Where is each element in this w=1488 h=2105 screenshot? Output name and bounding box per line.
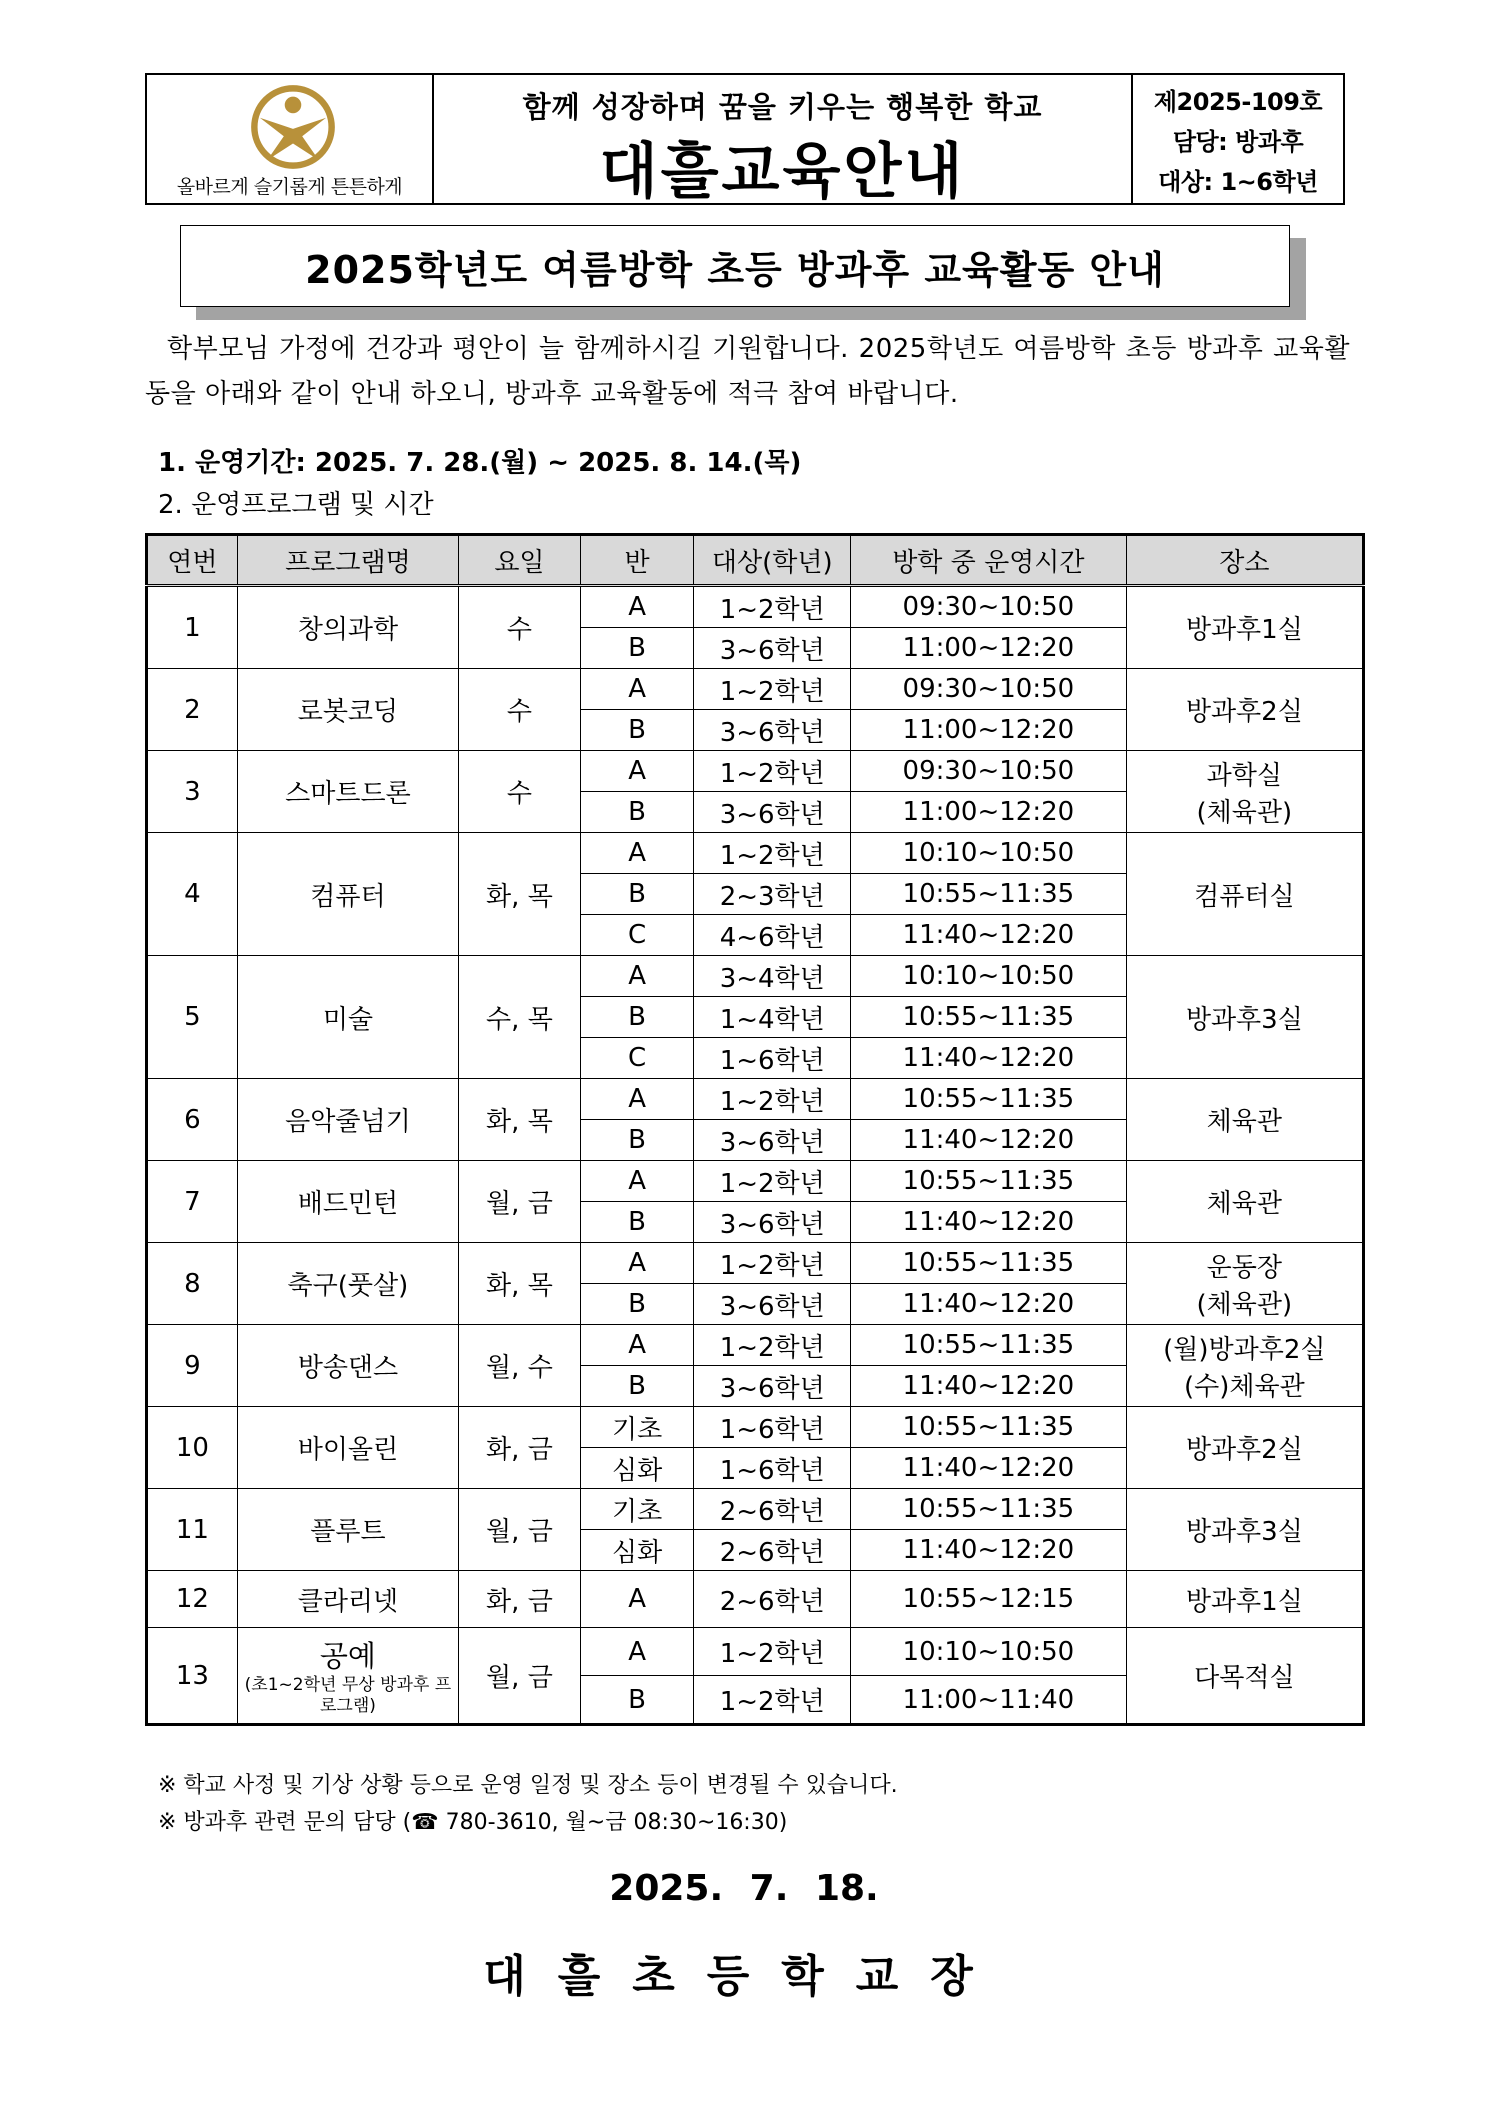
in-charge: 담당: 방과후	[1172, 127, 1304, 156]
grade-cell: 2~6학년	[694, 1571, 851, 1628]
program-days-cell: 월, 금	[459, 1628, 581, 1725]
program-number-cell: 10	[147, 1407, 238, 1489]
table-row	[147, 956, 1364, 997]
time-cell: 10:55~11:35	[851, 874, 1127, 915]
place-cell	[1126, 833, 1363, 956]
grade-cell: 3~6학년	[694, 710, 851, 751]
place-text-2: (체육관)	[1196, 1289, 1293, 1320]
grade-cell: 3~4학년	[694, 956, 851, 997]
class-cell: A	[580, 1161, 694, 1202]
grade-cell: 3~6학년	[694, 1284, 851, 1325]
program-number-cell: 3	[147, 751, 238, 833]
school-slogan: 함께 성장하며 꿈을 키우는 행복한 학교	[522, 90, 1043, 124]
issue-number: 제2025-109호	[1153, 87, 1323, 116]
class-cell: B	[580, 1676, 694, 1725]
target-grades: 대상: 1~6학년	[1158, 167, 1318, 196]
program-name-cell: 플루트	[237, 1489, 458, 1571]
header-cell: 방학 중 운영시간	[851, 535, 1127, 586]
program-name-cell: 스마트드론	[237, 751, 458, 833]
grade-cell: 1~6학년	[694, 1407, 851, 1448]
grade-cell: 3~6학년	[694, 628, 851, 669]
class-cell: C	[580, 915, 694, 956]
time-cell: 10:55~11:35	[851, 1079, 1127, 1120]
program-number-cell: 5	[147, 956, 238, 1079]
intro-text: 학부모님 가정에 건강과 평안이 늘 함께하시길 기원합니다. 2025학년도 여름방학 초등 방과후 교육활동을 아래와 같이 안내 하오니, 방과후 교육활동에 적극 참여 바랍니다.	[145, 334, 1350, 409]
program-name-cell: 음악줄넘기	[237, 1079, 458, 1161]
class-cell: 심화	[580, 1530, 694, 1571]
class-cell: 기초	[580, 1489, 694, 1530]
place-text: 방과후2실	[1185, 1435, 1303, 1465]
program-days-cell: 화, 목	[459, 833, 581, 956]
program-name-cell: 컴퓨터	[237, 833, 458, 956]
grade-cell: 2~3학년	[694, 874, 851, 915]
program-name-cell: 로봇코딩	[237, 669, 458, 751]
place-text-2: (수)체육관	[1183, 1371, 1305, 1402]
place-cell	[1126, 1161, 1363, 1243]
grade-cell: 1~2학년	[694, 1676, 851, 1725]
header-logo-area	[147, 75, 434, 203]
grade-cell: 3~6학년	[694, 792, 851, 833]
program-days-cell: 수, 목	[459, 956, 581, 1079]
program-number-cell: 11	[147, 1489, 238, 1571]
grade-cell: 1~6학년	[694, 1038, 851, 1079]
time-cell: 10:55~11:35	[851, 1407, 1127, 1448]
program-number-cell: 13	[147, 1628, 238, 1725]
place-text: 다목적실	[1194, 1663, 1295, 1693]
table-row	[147, 586, 1364, 628]
table-row	[147, 1161, 1364, 1202]
program-number-cell: 8	[147, 1243, 238, 1325]
header-cell: 연번	[147, 535, 238, 586]
time-cell: 11:00~12:20	[851, 710, 1127, 751]
header-cell: 요일	[459, 535, 581, 586]
grade-cell: 1~2학년	[694, 751, 851, 792]
program-days-cell: 화, 목	[459, 1243, 581, 1325]
place-cell	[1126, 1079, 1363, 1161]
time-cell: 11:40~12:20	[851, 1202, 1127, 1243]
class-cell: A	[580, 1571, 694, 1628]
program-number-cell: 2	[147, 669, 238, 751]
school-motto: 올바르게 슬기롭게 튼튼하게	[176, 176, 403, 198]
grade-cell: 3~6학년	[694, 1120, 851, 1161]
place-cell	[1126, 1628, 1363, 1725]
grade-cell: 3~6학년	[694, 1202, 851, 1243]
grade-cell: 1~2학년	[694, 833, 851, 874]
class-cell: B	[580, 792, 694, 833]
header-cell: 프로그램명	[237, 535, 458, 586]
class-cell: B	[580, 874, 694, 915]
time-cell: 10:55~11:35	[851, 997, 1127, 1038]
program-name-cell: 바이올린	[237, 1407, 458, 1489]
time-cell: 11:40~12:20	[851, 1284, 1127, 1325]
program-days-cell: 월, 금	[459, 1161, 581, 1243]
class-cell: B	[580, 1284, 694, 1325]
place-text: (월)방과후2실	[1163, 1334, 1326, 1365]
time-cell: 10:55~11:35	[851, 1489, 1127, 1530]
schedule-table	[145, 533, 1365, 1726]
grade-cell: 2~6학년	[694, 1530, 851, 1571]
place-cell	[1126, 1489, 1363, 1571]
class-cell: A	[580, 1079, 694, 1120]
table-row	[147, 1407, 1364, 1448]
program-days-cell: 수	[459, 751, 581, 833]
grade-cell: 1~2학년	[694, 586, 851, 628]
class-cell: B	[580, 710, 694, 751]
class-cell: B	[580, 1202, 694, 1243]
class-cell: A	[580, 751, 694, 792]
program-days-cell: 화, 금	[459, 1571, 581, 1628]
header-meta-area	[1133, 75, 1343, 203]
header-box	[145, 73, 1345, 205]
program-days-cell: 수	[459, 586, 581, 669]
place-cell	[1126, 1571, 1363, 1628]
time-cell: 11:40~12:20	[851, 1366, 1127, 1407]
time-cell: 11:00~12:20	[851, 628, 1127, 669]
program-number-cell: 6	[147, 1079, 238, 1161]
program-number-cell: 4	[147, 833, 238, 956]
grade-cell: 1~2학년	[694, 1628, 851, 1676]
grade-cell: 4~6학년	[694, 915, 851, 956]
time-cell: 10:55~12:15	[851, 1571, 1127, 1628]
grade-cell: 3~6학년	[694, 1366, 851, 1407]
place-text: 방과후1실	[1185, 1586, 1303, 1617]
program-name-cell: 미술	[237, 956, 458, 1079]
place-cell	[1126, 956, 1363, 1079]
program-days-cell: 월, 금	[459, 1489, 581, 1571]
table-row	[147, 669, 1364, 710]
note-item: ※ 학교 사정 및 기상 상황 등으로 운영 일정 및 장소 등이 변경될 수 있습니다.	[158, 1773, 898, 1798]
class-cell: A	[580, 1325, 694, 1366]
grade-cell: 1~2학년	[694, 1325, 851, 1366]
program-days-cell: 화, 금	[459, 1407, 581, 1489]
time-cell: 09:30~10:50	[851, 751, 1127, 792]
program-name-cell: 창의과학	[237, 586, 458, 669]
place-cell	[1126, 751, 1363, 833]
time-cell: 11:40~12:20	[851, 1530, 1127, 1571]
header-title-area	[434, 75, 1133, 207]
class-cell: A	[580, 1243, 694, 1284]
place-cell	[1126, 1243, 1363, 1325]
time-cell: 11:40~12:20	[851, 915, 1127, 956]
note-item: ※ 방과후 관련 문의 담당 (☎ 780-3610, 월~금 08:30~16:30)	[158, 1810, 788, 1835]
table-row	[147, 751, 1364, 792]
program-number-cell: 12	[147, 1571, 238, 1628]
program-number-cell: 9	[147, 1325, 238, 1407]
grade-cell: 1~6학년	[694, 1448, 851, 1489]
section-period: 1. 운영기간: 2025. 7. 28.(월) ~ 2025. 8. 14.(목)	[158, 448, 802, 478]
program-name-cell: 축구(풋살)	[237, 1243, 458, 1325]
grade-cell: 1~2학년	[694, 1161, 851, 1202]
table-row	[147, 1325, 1364, 1366]
program-number-cell: 7	[147, 1161, 238, 1243]
class-cell: B	[580, 997, 694, 1038]
place-cell	[1126, 1325, 1363, 1407]
program-name-cell: 클라리넷	[237, 1571, 458, 1628]
class-cell: B	[580, 1366, 694, 1407]
class-cell: C	[580, 1038, 694, 1079]
section-programs: 2. 운영프로그램 및 시간	[158, 490, 434, 520]
grade-cell: 1~4학년	[694, 997, 851, 1038]
header-cell: 반	[580, 535, 694, 586]
class-cell: 기초	[580, 1407, 694, 1448]
program-days-cell: 화, 목	[459, 1079, 581, 1161]
program-name: 공예	[319, 1639, 376, 1673]
doc-title: 2025학년도 여름방학 초등 방과후 교육활동 안내	[180, 225, 1290, 307]
time-cell: 10:55~11:35	[851, 1161, 1127, 1202]
class-cell: A	[580, 586, 694, 628]
program-name-cell	[237, 1628, 458, 1725]
place-text: 체육관	[1206, 1189, 1283, 1219]
place-text: 방과후3실	[1185, 1517, 1303, 1547]
grade-cell: 1~2학년	[694, 1243, 851, 1284]
place-text-2: (체육관)	[1196, 797, 1293, 828]
time-cell: 09:30~10:50	[851, 586, 1127, 628]
class-cell: 심화	[580, 1448, 694, 1489]
table-header-row	[147, 535, 1364, 586]
place-cell	[1126, 669, 1363, 751]
class-cell: B	[580, 1120, 694, 1161]
time-cell: 11:40~12:20	[851, 1448, 1127, 1489]
table-row	[147, 1243, 1364, 1284]
place-cell	[1126, 586, 1363, 669]
place-text: 컴퓨터실	[1194, 881, 1295, 912]
grade-cell: 1~2학년	[694, 1079, 851, 1120]
class-cell: A	[580, 669, 694, 710]
principal-signature: 대흘초등학교장	[483, 1951, 1005, 2002]
program-note: (초1~2학년 무상 방과후 프로그램)	[244, 1675, 452, 1716]
program-days-cell: 월, 수	[459, 1325, 581, 1407]
school-logo-icon	[247, 81, 339, 173]
time-cell: 10:10~10:50	[851, 1628, 1127, 1676]
header-cell: 대상(학년)	[694, 535, 851, 586]
class-cell: A	[580, 956, 694, 997]
place-text: 과학실	[1206, 760, 1283, 791]
time-cell: 10:10~10:50	[851, 956, 1127, 997]
table-row	[147, 1489, 1364, 1530]
program-name-cell: 방송댄스	[237, 1325, 458, 1407]
time-cell: 11:00~11:40	[851, 1676, 1127, 1725]
time-cell: 09:30~10:50	[851, 669, 1127, 710]
place-text: 방과후1실	[1185, 615, 1303, 645]
class-cell: A	[580, 833, 694, 874]
grade-cell: 2~6학년	[694, 1489, 851, 1530]
place-text: 운동장	[1206, 1252, 1283, 1283]
program-name-cell: 배드민턴	[237, 1161, 458, 1243]
table-row	[147, 1079, 1364, 1120]
table-row	[147, 1571, 1364, 1628]
place-text: 방과후2실	[1185, 697, 1303, 727]
time-cell: 11:40~12:20	[851, 1120, 1127, 1161]
table-row	[147, 1628, 1364, 1676]
place-cell	[1126, 1407, 1363, 1489]
issue-date: 2025. 7. 18.	[609, 1868, 879, 1909]
class-cell: B	[580, 628, 694, 669]
table-row	[147, 833, 1364, 874]
doc-title-wrap	[180, 225, 1290, 307]
class-cell: A	[580, 1628, 694, 1676]
grade-cell: 1~2학년	[694, 669, 851, 710]
header-cell: 장소	[1126, 535, 1363, 586]
newsletter-title: 대흘교육안내	[599, 137, 966, 207]
time-cell: 10:55~11:35	[851, 1325, 1127, 1366]
table-body	[147, 586, 1364, 1725]
time-cell: 11:00~12:20	[851, 792, 1127, 833]
notes	[158, 1767, 898, 1841]
time-cell: 11:40~12:20	[851, 1038, 1127, 1079]
place-text: 체육관	[1206, 1107, 1283, 1137]
place-text: 방과후3실	[1185, 1004, 1303, 1035]
program-number-cell: 1	[147, 586, 238, 669]
time-cell: 10:10~10:50	[851, 833, 1127, 874]
time-cell: 10:55~11:35	[851, 1243, 1127, 1284]
program-days-cell: 수	[459, 669, 581, 751]
intro-paragraph	[145, 327, 1350, 417]
